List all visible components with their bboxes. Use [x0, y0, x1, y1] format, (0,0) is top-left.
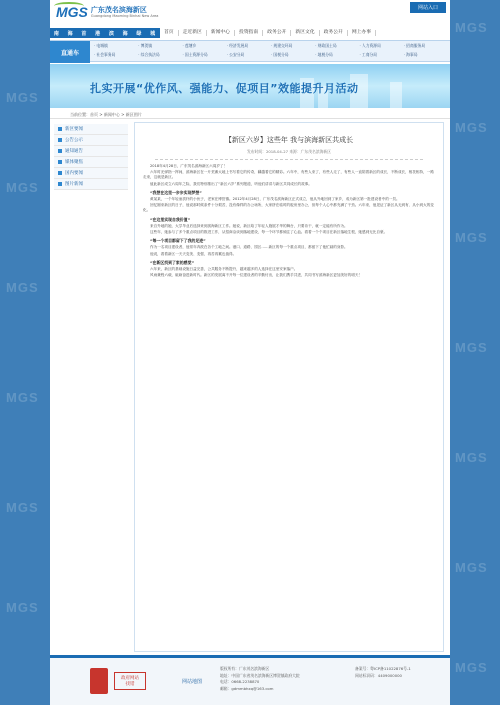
banner-title: 扎实开展“优作风、强能力、促项目”效能提升月活动	[90, 82, 359, 95]
sidebar-item-0[interactable]	[54, 124, 128, 135]
article-paragraph: 回忆刚来新区的日子，他说那时候条件十分艰苦，没有像样的办公场所，大家挤在临时的板房里办公，但每个人心中都充满了干劲。六年来，他见证了新区从无到有、从小到大的变化。	[143, 203, 434, 213]
quick-link-7[interactable]: · 招商服务局	[403, 43, 426, 48]
emblem-icon	[90, 668, 108, 694]
logo-swoosh-icon	[54, 2, 84, 10]
article-paragraph: 黄某某，一个年轻而质朴的小伙子，老家在博贺镇。2012年4月28日，广东茂名滨海新区正式成立，他从外地回到了家乡，成为新区第一批建设者中的一员。	[150, 197, 400, 202]
footer-info-line: 电话：0668-2238870	[220, 679, 260, 684]
article-meta: 发布时间：2018-04-27 来源：广东茂名滨海新区	[155, 149, 423, 160]
nav-item-3[interactable]: 投资指南	[235, 30, 263, 36]
logo-en-title: Guangdong Maoming Binhai New Area	[90, 14, 159, 18]
square-bullet-icon	[58, 182, 62, 186]
watermark-text: MGS	[6, 600, 39, 615]
quick-link-5[interactable]: · 财政国土局	[315, 43, 337, 48]
square-bullet-icon	[58, 127, 62, 131]
sidebar-item-label: 图片新闻	[65, 182, 83, 187]
nav-item-6[interactable]: 政务公开	[320, 30, 348, 36]
watermark-text: MGS	[455, 660, 488, 675]
article-paragraph: 这些年，她参与了多个重点项目的推进工作，从招商洽谈到落地建设，每一个环节都倾注了心血。看着一个个项目在新区落地生根，她感到无比自豪。	[150, 230, 388, 235]
watermark-text: MGS	[455, 450, 488, 465]
site-map-link[interactable]: 网站地图	[182, 679, 203, 685]
watermark-text: MGS	[6, 500, 39, 515]
article-subheading: “在这里实现自我价值”	[150, 216, 191, 222]
footer-info-line: 地址：中国广东省茂名滨海新区博贺镇政府大院	[220, 672, 300, 678]
quick-link-4[interactable]: · 规建交环局	[271, 43, 293, 48]
slogan-char: 首	[81, 30, 88, 37]
sidebar-item-5[interactable]	[54, 179, 128, 190]
sidebar-item-label: 媒体聚焦	[65, 160, 83, 165]
sidebar-item-4[interactable]	[54, 168, 128, 179]
footer-info	[220, 666, 300, 692]
square-bullet-icon	[58, 171, 62, 175]
sidebar-item-3[interactable]	[54, 157, 128, 168]
gov-site-label: 政府网站	[121, 676, 139, 681]
footer-info-line: 邮箱：gdmmbhxq@163.com	[220, 685, 274, 691]
article-paragraph: 值此新区成立六周年之际，我们特别推出了“新区六岁”系列报道，听他们讲讲与新区共同成长的故事。	[150, 181, 312, 186]
watermark-text: MGS	[455, 230, 488, 245]
breadcrumb[interactable]: 当前位置：首页 > 新闻中心 > 新区图片	[50, 110, 450, 119]
quick-link-12[interactable]: · 国税分局	[271, 52, 289, 57]
sidebar-item-label: 国内要闻	[65, 171, 83, 176]
watermark-text: MGS	[6, 90, 39, 105]
square-bullet-icon	[58, 138, 62, 142]
sidebar	[54, 124, 128, 190]
quick-link-1[interactable]: · 博贺镇	[138, 43, 153, 48]
article-paragraph: 来自外地的她，大学毕业后选择来到滨海新区工作。她说，新区给了年轻人施展才华的舞台，只要肯干，就一定能有所作为。	[150, 223, 348, 228]
nav-item-5[interactable]: 新区文化	[291, 30, 319, 36]
article-paragraph: 六年来，新区的基础设施日益完善，公共服务不断提升，越来越多的人选择在这里安家落户。	[150, 267, 298, 272]
quick-link-9[interactable]: · 综合执法局	[138, 52, 160, 57]
slogan-char: 南	[53, 30, 60, 37]
main-nav-row	[50, 28, 450, 38]
nav-item-4[interactable]: 政务公开	[263, 30, 291, 36]
square-bullet-icon	[58, 160, 62, 164]
article-paragraph: 风雨兼程六载，砥砺奋进新时代。新区的发展离不开每一位建设者的辛勤付出，让我们携手共进，共同书写滨海新区更加美好的明天！	[150, 273, 363, 278]
article-subheading: “我想在这里一步步实现梦想”	[150, 189, 202, 195]
logo-mark: MGS	[56, 4, 88, 20]
watermark-text: MGS	[6, 280, 39, 295]
sidebar-item-label: 公告公示	[65, 138, 83, 143]
article-panel	[134, 122, 444, 652]
slogan-char: 港	[95, 30, 102, 37]
footer-registration-line: 网站标识码：4409000000	[355, 672, 402, 678]
quick-links-label: 直通车	[50, 41, 90, 63]
quick-link-0[interactable]: · 电城镇	[94, 43, 108, 48]
slogan-char: 绿	[136, 30, 143, 37]
watermark-text: MGS	[6, 180, 39, 195]
sidebar-item-1[interactable]	[54, 135, 128, 146]
slogan-char: 海	[122, 30, 129, 37]
quick-links-bar	[50, 40, 450, 62]
nav-item-1[interactable]: 走近新区	[179, 30, 207, 36]
watermark-text: MGS	[455, 560, 488, 575]
article-subheading: “在新区找到了家的感觉”	[150, 259, 195, 265]
watermark-text: MGS	[455, 340, 488, 355]
sidebar-item-label: 通知通告	[65, 149, 83, 154]
article-paragraph: 作为一名项目建设者，他常年奔波在各个工地之间。港口、道路、园区……新区的每一个重点项目，都留下了他忙碌的身影。	[150, 245, 348, 250]
sidebar-item-label: 新区要闻	[65, 127, 83, 132]
watermark-text: MGS	[455, 120, 488, 135]
watermark-text: MGS	[455, 20, 488, 35]
quick-links-grid	[94, 43, 448, 58]
gov-site-report-button[interactable]	[114, 672, 146, 690]
nav-item-7[interactable]: 网上办事	[348, 30, 376, 36]
banner-building-graphic	[390, 82, 402, 108]
footer-registration	[355, 666, 411, 679]
slogan-char: 海	[67, 30, 74, 37]
campaign-banner	[50, 64, 450, 108]
article-paragraph: 六年时光弹指一挥间，滨海新区在一片荒滩大地上书写着它的传奇，翻越着它的精彩。六年中，有些人来了，有些人走了，有些人一直陪着新区的成长，不断成长，相扶相持，一路走来，这就是新区。	[143, 170, 434, 180]
nav-item-0[interactable]: 首页	[160, 30, 179, 36]
slogan-char: 城	[150, 30, 157, 37]
slogan-bar	[50, 28, 160, 38]
square-bullet-icon	[58, 149, 62, 153]
article-subheading: “每一个项目都留下了我的足迹”	[150, 238, 206, 244]
quick-link-6[interactable]: · 人力资源局	[359, 43, 381, 48]
gov-site-sub-label: 找错	[125, 682, 135, 687]
quick-link-2[interactable]: · 莲塘乡	[182, 43, 197, 48]
header	[50, 0, 450, 28]
quick-link-10[interactable]: · 国土资源分局	[182, 52, 208, 57]
quick-link-3[interactable]: · 经济发展局	[226, 43, 249, 48]
footer	[50, 655, 450, 705]
quick-link-13[interactable]: · 地税分局	[315, 52, 333, 57]
quick-link-14[interactable]: · 工商分局	[359, 52, 378, 57]
site-logo[interactable]	[56, 4, 158, 20]
nav-item-2[interactable]: 新闻中心	[207, 30, 235, 36]
watermark-text: MGS	[6, 390, 39, 405]
article-paragraph: 2018年4月28日，广东茂名滨海新区六周岁了！	[150, 164, 228, 168]
quick-link-15[interactable]: · 海事局	[403, 52, 418, 57]
main-nav	[160, 28, 450, 38]
slogan-char: 滨	[108, 30, 115, 37]
article-title: 【新区六岁】这些年 我与滨海新区共成长	[224, 136, 354, 144]
article-body	[135, 160, 443, 283]
site-entry-button[interactable]: 网站入口	[410, 2, 446, 13]
article-paragraph: 他说，看着新区一天天变美、变强，再苦再累也值得。	[150, 251, 237, 256]
sidebar-item-2[interactable]	[54, 146, 128, 157]
quick-link-8[interactable]: · 社会事务局	[94, 52, 116, 57]
logo-cn-title: 广东茂名滨海新区	[90, 6, 147, 14]
footer-registration-line: 备案号：粤ICP备11022876号-1	[355, 666, 411, 671]
page-container	[50, 0, 450, 705]
footer-info-line: 版权所有：广东茂名滨海新区	[220, 666, 270, 671]
quick-link-11[interactable]: · 公安分局	[226, 52, 245, 57]
